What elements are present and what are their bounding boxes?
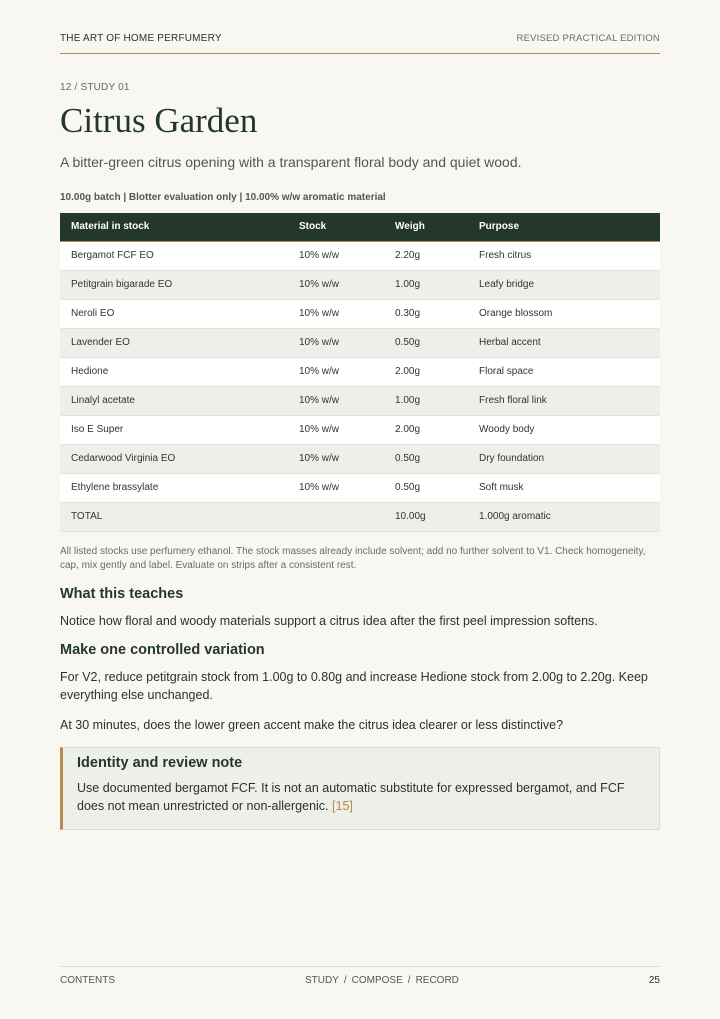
cell-weigh: 1.00g (384, 270, 468, 299)
callout-text: Use documented bergamot FCF. It is not an automatic substitute for expressed bergamot, and FCF does not mean unrestricted or non-allergenic. (77, 781, 625, 814)
variation-heading: Make one controlled variation (60, 641, 265, 658)
main-content (60, 82, 660, 830)
cell-material: Lavender EO (60, 328, 288, 357)
table-row (60, 328, 660, 357)
cell-purpose: Dry foundation (468, 444, 660, 473)
total-purpose: 1.000g aromatic (468, 502, 660, 531)
table-row (60, 357, 660, 386)
footer-nav-separator: / (343, 975, 347, 986)
table-total-row (60, 502, 660, 531)
cell-weigh: 0.50g (384, 473, 468, 502)
edition-label: REVISED PRACTICAL EDITION (516, 33, 660, 44)
subtitle: A bitter-green citrus opening with a transparent floral body and quiet wood. (60, 153, 522, 170)
table-row (60, 415, 660, 444)
identity-note-callout (60, 747, 660, 829)
cell-weigh: 0.50g (384, 444, 468, 473)
footer-nav-study[interactable]: STUDY (304, 975, 339, 986)
teaches-text: Notice how floral and woody materials support a citrus idea after the first peel impression softens. (60, 613, 598, 628)
cell-purpose: Fresh floral link (468, 386, 660, 415)
cell-material: Petitgrain bigarade EO (60, 270, 288, 299)
formula-table (60, 213, 660, 532)
column-header-weigh: Weigh (384, 213, 468, 242)
column-header-stock: Stock (288, 213, 384, 242)
cell-stock: 10% w/w (288, 270, 384, 299)
cell-stock: 10% w/w (288, 357, 384, 386)
cell-weigh: 2.00g (384, 357, 468, 386)
total-weigh: 10.00g (384, 502, 468, 531)
cell-stock: 10% w/w (288, 386, 384, 415)
callout-heading: Identity and review note (77, 755, 243, 772)
stock-note: All listed stocks use perfumery ethanol. The stock masses already include solvent; add no further solvent to V1. Check homogeneity, cap, mix gently and label. Evaluate on strips after a consistent rest. (60, 545, 646, 572)
cell-purpose: Floral space (468, 357, 660, 386)
cell-stock: 10% w/w (288, 241, 384, 270)
cell-stock: 10% w/w (288, 473, 384, 502)
table-row (60, 444, 660, 473)
page (60, 0, 660, 1019)
cell-purpose: Leafy bridge (468, 270, 660, 299)
cell-stock: 10% w/w (288, 444, 384, 473)
citation-link[interactable]: [15] (332, 799, 353, 814)
page-footer (60, 966, 660, 986)
table-row (60, 386, 660, 415)
column-header-purpose: Purpose (468, 213, 660, 242)
cell-material: Linalyl acetate (60, 386, 288, 415)
cell-material: Ethylene brassylate (60, 473, 288, 502)
cell-stock: 10% w/w (288, 415, 384, 444)
footer-nav (305, 975, 459, 986)
table-row (60, 473, 660, 502)
column-header-material: Material in stock (60, 213, 288, 242)
contents-link[interactable]: CONTENTS (60, 975, 115, 986)
footer-nav-record[interactable]: RECORD (415, 975, 459, 986)
cell-weigh: 2.20g (384, 241, 468, 270)
page-title: Citrus Garden (60, 101, 258, 140)
total-stock (288, 502, 384, 531)
cell-weigh: 0.50g (384, 328, 468, 357)
cell-purpose: Herbal accent (468, 328, 660, 357)
cell-purpose: Woody body (468, 415, 660, 444)
cell-purpose: Soft musk (468, 473, 660, 502)
table-header-row (60, 213, 660, 242)
total-label: TOTAL (60, 502, 288, 531)
table-row (60, 299, 660, 328)
book-title: THE ART OF HOME PERFUMERY (60, 33, 222, 44)
batch-info: 10.00g batch | Blotter evaluation only | 10.00% w/w aromatic material (60, 191, 386, 203)
cell-weigh: 1.00g (384, 386, 468, 415)
cell-material: Hedione (60, 357, 288, 386)
cell-weigh: 0.30g (384, 299, 468, 328)
running-header (60, 33, 660, 54)
cell-weigh: 2.00g (384, 415, 468, 444)
study-label: 12 / STUDY 01 (60, 82, 130, 93)
cell-material: Neroli EO (60, 299, 288, 328)
variation-question: At 30 minutes, does the lower green accent make the citrus idea clearer or less distinctive? (60, 718, 564, 733)
cell-material: Iso E Super (60, 415, 288, 444)
variation-text: For V2, reduce petitgrain stock from 1.00g to 0.80g and increase Hedione stock from 2.00g to 2.20g. Keep everything else unchanged. (60, 669, 648, 702)
footer-nav-compose[interactable]: COMPOSE (351, 975, 403, 986)
table-row (60, 241, 660, 270)
cell-material: Cedarwood Virginia EO (60, 444, 288, 473)
cell-material: Bergamot FCF EO (60, 241, 288, 270)
page-number: 25 (648, 975, 660, 986)
cell-purpose: Orange blossom (468, 299, 660, 328)
teaches-heading: What this teaches (60, 585, 184, 602)
table-row (60, 270, 660, 299)
footer-nav-separator: / (407, 975, 411, 986)
cell-stock: 10% w/w (288, 328, 384, 357)
cell-stock: 10% w/w (288, 299, 384, 328)
callout-body (77, 779, 645, 815)
cell-purpose: Fresh citrus (468, 241, 660, 270)
